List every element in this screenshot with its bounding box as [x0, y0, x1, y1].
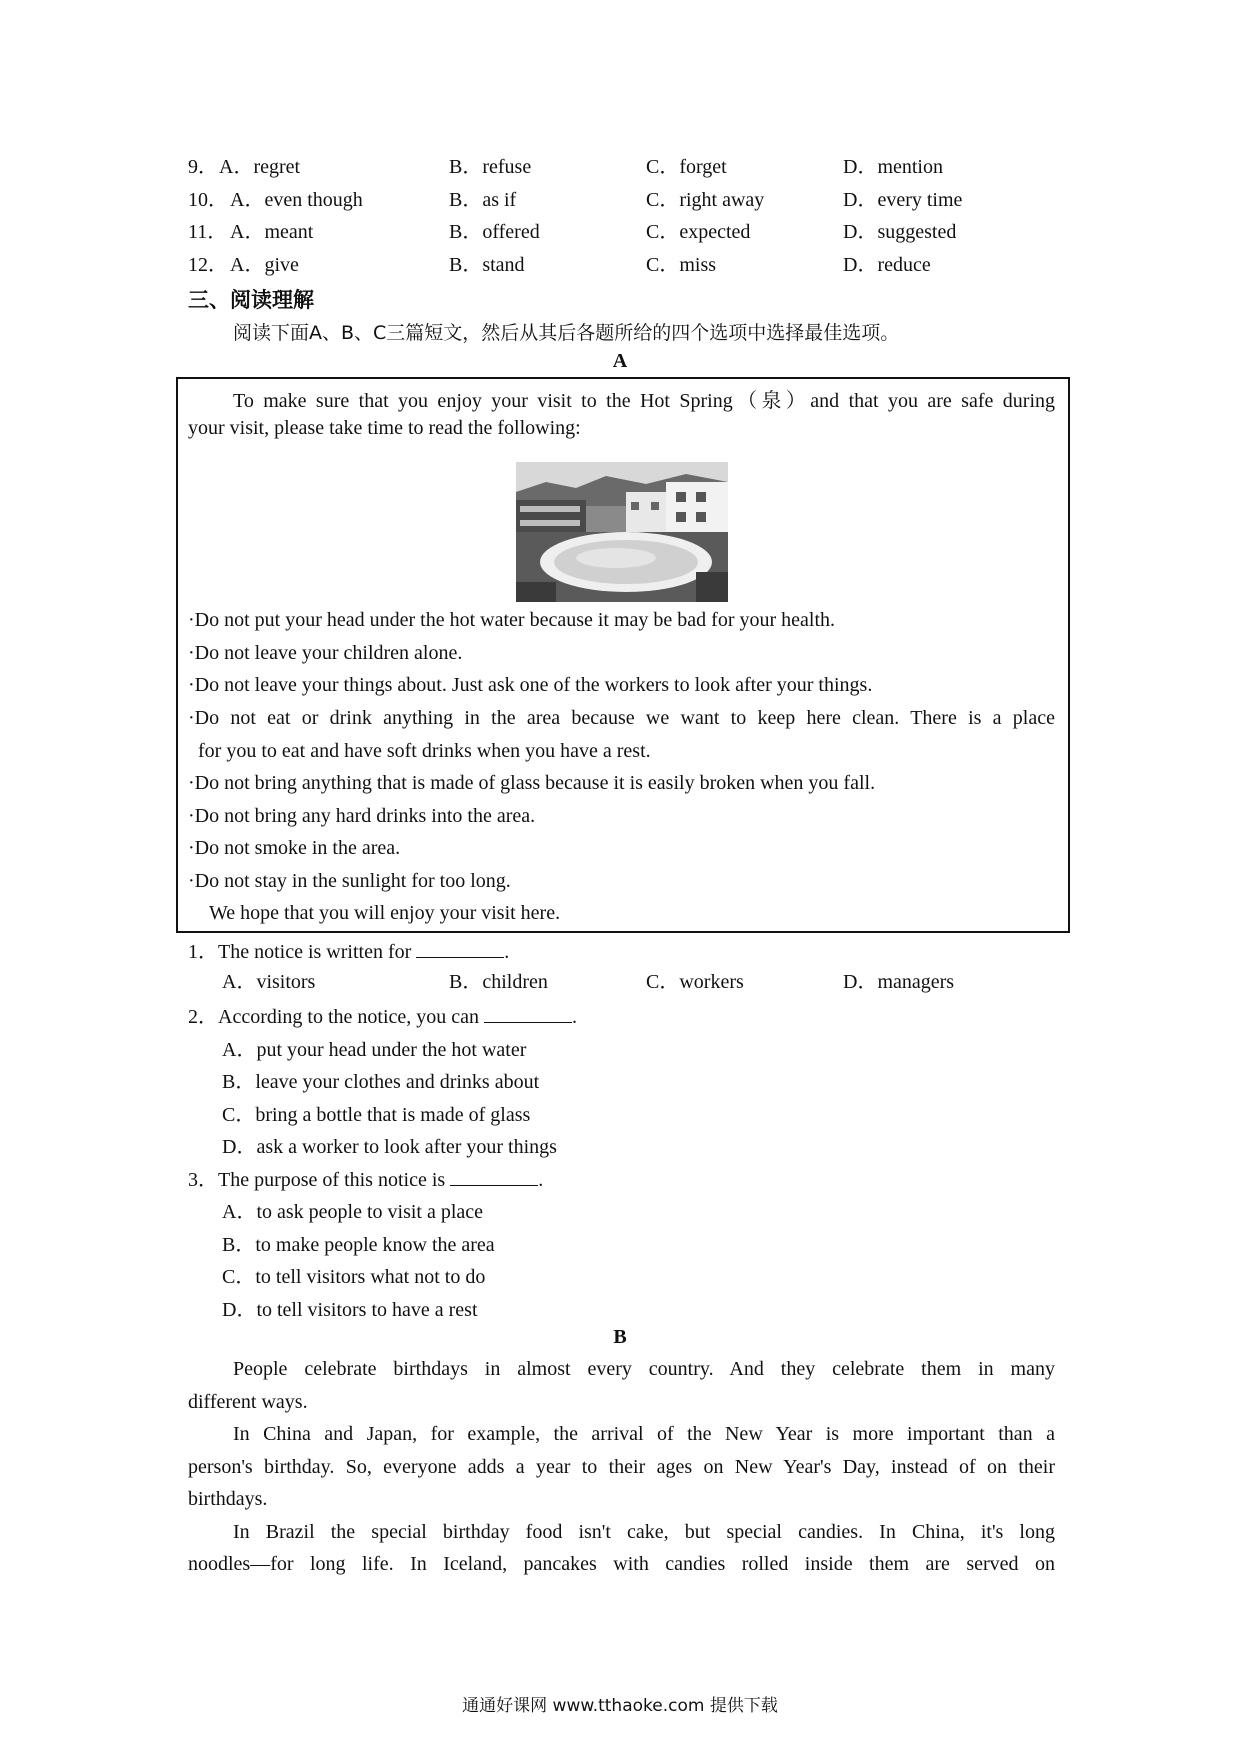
notice-rule: ·Do not leave your children alone. [188, 642, 463, 664]
question-number: 10． [188, 189, 228, 211]
option-a: A．visitors [222, 971, 316, 993]
section-instruction: 阅读下面A、B、C三篇短文，然后从其后各题所给的四个选项中选择最佳选项。 [233, 322, 900, 344]
option-b: B．to make people know the area [222, 1234, 495, 1256]
option-c: C．to tell visitors what not to do [222, 1266, 486, 1288]
passage-b-line: In Brazil the special birthday food isn't cake, but special candies. In China, it's long [233, 1521, 1055, 1543]
notice-rule: ·Do not stay in the sunlight for too long. [188, 870, 511, 892]
stem-period: . [572, 1006, 578, 1028]
option-c: C．bring a bottle that is made of glass [222, 1104, 531, 1126]
notice-intro-line: your visit, please take time to read the following: [188, 417, 581, 439]
passage-b-line: person's birthday. So, everyone adds a year to their ages on New Year's Day, instead of on their [188, 1456, 1055, 1478]
question-2 [188, 1000, 577, 1029]
option-c: C．miss [646, 254, 717, 276]
option-c: C．expected [646, 221, 751, 243]
answer-blank [450, 1167, 538, 1186]
option-d: D．managers [843, 971, 955, 993]
notice-rule: ·Do not eat or drink anything in the area because we want to keep here clean. There is a place [188, 707, 1055, 729]
option-d: D．reduce [843, 254, 931, 276]
option-b: B．stand [449, 254, 525, 276]
passage-b-label: B [613, 1326, 627, 1348]
passage-a-label: A [612, 350, 628, 372]
notice-rule: ·Do not smoke in the area. [188, 837, 401, 859]
notice-closing: We hope that you will enjoy your visit here. [209, 902, 561, 924]
question-number: 11． [188, 221, 228, 243]
option-d: D．mention [843, 156, 943, 178]
option-a: A．even though [230, 189, 363, 211]
option-b: B．as if [449, 189, 517, 211]
option-a: A．give [230, 254, 299, 276]
answer-blank [416, 939, 504, 958]
hot-spring-photo [516, 462, 728, 602]
notice-rule: ·Do not put your head under the hot water because it may be bad for your health. [188, 609, 836, 631]
question-stem: 1．The notice is written for [188, 941, 412, 963]
option-c: C．workers [646, 971, 744, 993]
option-b: B．children [449, 971, 548, 993]
section-heading: 三、阅读理解 [188, 288, 314, 312]
option-d: D．suggested [843, 221, 957, 243]
passage-b-line: People celebrate birthdays in almost every country. And they celebrate them in many [233, 1358, 1055, 1380]
option-b: B．offered [449, 221, 540, 243]
notice-rule: for you to eat and have soft drinks when you have a rest. [188, 740, 651, 762]
passage-b-line: noodles—for long life. In Iceland, pancakes with candies rolled inside them are served on [188, 1553, 1055, 1575]
question-number: 9． [188, 156, 218, 178]
page-footer: 通通好课网 www.tthaoke.com 提供下载 [462, 1696, 778, 1716]
option-a: A．put your head under the hot water [222, 1039, 527, 1061]
option-a: A．regret [219, 156, 301, 178]
question-stem: 2．According to the notice, you can [188, 1006, 480, 1028]
option-a: A．meant [230, 221, 314, 243]
option-d: D．to tell visitors to have a rest [222, 1299, 478, 1321]
option-c: C．right away [646, 189, 765, 211]
notice-intro-line: To make sure that you enjoy your visit to the Hot Spring（泉）and that you are safe during [233, 390, 1055, 412]
notice-rule: ·Do not bring anything that is made of glass because it is easily broken when you fall. [188, 772, 876, 794]
option-d: D．every time [843, 189, 963, 211]
passage-b-line: In China and Japan, for example, the arrival of the New Year is more important than a [233, 1423, 1055, 1445]
option-a: A．to ask people to visit a place [222, 1201, 484, 1223]
passage-b-line: birthdays. [188, 1488, 268, 1510]
stem-period: . [538, 1169, 544, 1191]
option-d: D．ask a worker to look after your things [222, 1136, 557, 1158]
question-stem: 3．The purpose of this notice is [188, 1169, 446, 1191]
question-number: 12． [188, 254, 228, 276]
question-1 [188, 935, 509, 964]
option-c: C．forget [646, 156, 727, 178]
notice-rule: ·Do not leave your things about. Just ask one of the workers to look after your things. [188, 674, 873, 696]
option-b: B．refuse [449, 156, 532, 178]
passage-b-line: different ways. [188, 1391, 308, 1413]
stem-period: . [504, 941, 510, 963]
question-3 [188, 1163, 543, 1192]
option-b: B．leave your clothes and drinks about [222, 1071, 540, 1093]
notice-rule: ·Do not bring any hard drinks into the area. [188, 805, 536, 827]
answer-blank [484, 1004, 572, 1023]
